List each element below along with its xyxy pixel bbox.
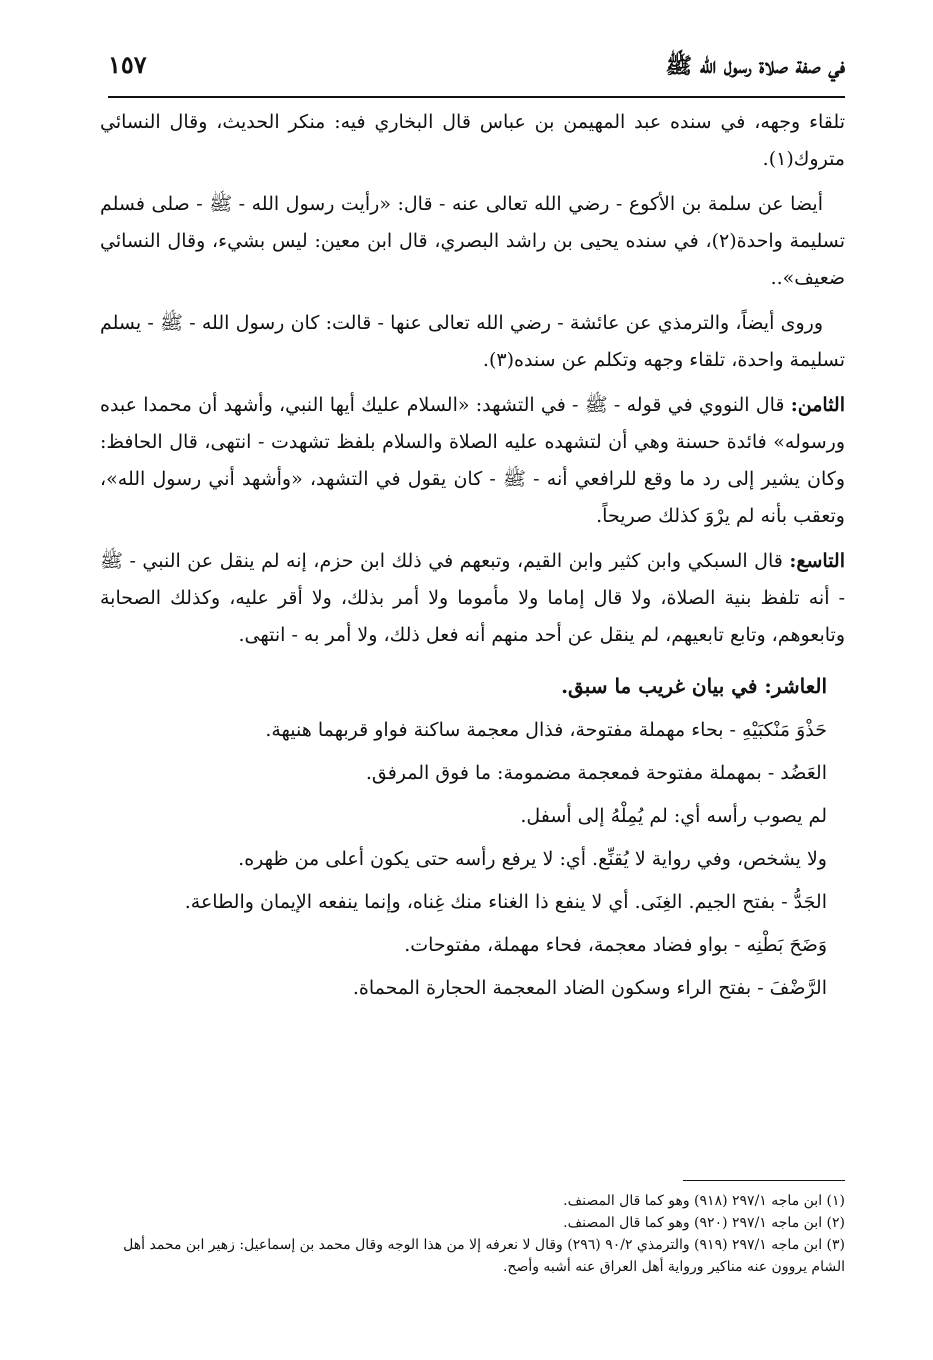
main-text	[100, 104, 845, 1012]
section-label-ninth: التاسع:	[789, 550, 845, 572]
paragraph-eighth	[100, 387, 845, 535]
page-number: ١٥٧	[108, 50, 147, 79]
paragraph-ninth	[100, 543, 845, 654]
footnotes	[100, 1190, 845, 1278]
glossary-entry: لم يصوب رأسه أي: لم يُمِلْهُ إلى أسفل.	[520, 805, 827, 827]
footnote-3: (٣) ابن ماجه ٢٩٧/١ (٩١٩) والترمذي ٩٠/٢ (٢٩٦) وقال لا نعرفه إلا من هذا الوجه وقال محمد بن إسماعيل: زهير ابن محمد أهل الشام يروون عنه مناكير ورواية أهل العراق عنه أشبه وأصح.	[123, 1237, 845, 1275]
paragraph-ninth-text: قال السبكي وابن كثير وابن القيم، وتبعهم في ذلك ابن حزم، إنه لم ينقل عن النبي - ﷺ - أنه تلفظ بنية الصلاة، ولا قال إماما ولا مأموما ولا أمر بذلك، ولا أقر عليه، وكذلك الصحابة وتابعوهم، وتابع تابعيهم، لم ينقل عن أحد منهم أنه فعل ذلك، ولا أمر به - انتهى.	[100, 550, 845, 646]
glossary-entry: ولا يشخص، وفي رواية لا يُقنِّع. أي: لا يرفع رأسه حتى يكون أعلى من ظهره.	[238, 848, 827, 870]
page-header	[108, 40, 845, 98]
glossary-entry: حَذْوَ مَنْكبَيْهِ - بحاء مهملة مفتوحة، فذال معجمة ساكنة فواو قربهما هنيهة.	[265, 719, 827, 741]
paragraph-eighth-text: قال النووي في قوله - ﷺ - في التشهد: «السلام عليك أيها النبي، وأشهد أن محمدا عبده ورسوله» فائدة حسنة وهي أن لتشهده عليه الصلاة والسلام بلفظ تشهدت - انتهى، قال الحافظ: وكان يشير إلى رد ما وقع للرافعي أنه - ﷺ - كان يقول في التشهد، «وأشهد أني رسول الله»، وتعقب بأنه لم يرْوَ كذلك صريحاً.	[100, 394, 845, 527]
footnote-2: (٢) ابن ماجه ٢٩٧/١ (٩٢٠) وهو كما قال المصنف.	[563, 1215, 845, 1231]
running-title: في صفة صلاة رسول الله ﷺ	[665, 53, 845, 79]
paragraph-1: تلقاء وجهه، في سنده عبد المهيمن بن عباس قال البخاري فيه: منكر الحديث، وقال النسائي متروك(١).	[100, 111, 845, 170]
footnote-1: (١) ابن ماجه ٢٩٧/١ (٩١٨) وهو كما قال المصنف.	[563, 1193, 845, 1209]
glossary-entry: العَضُد - بمهملة مفتوحة فمعجمة مضمومة: ما فوق المرفق.	[365, 762, 827, 784]
section-label-eighth: الثامن:	[790, 394, 845, 416]
footnote-separator	[683, 1180, 845, 1181]
glossary-entry: الجَدُّ - بفتح الجيم. الغِنَى. أي لا ينفع ذا الغناء منك غِناه، وإنما ينفعه الإيمان والطاعة.	[184, 891, 827, 913]
paragraph-3: وروى أيضاً، والترمذي عن عائشة - رضي الله تعالى عنها - قالت: كان رسول الله - ﷺ - يسلم تسليمة واحدة، تلقاء وجهه وتكلم عن سنده(٣).	[100, 312, 845, 371]
glossary-entry: وَضَحَ بَطْنِه - بواو فضاد معجمة، فحاء مهملة، مفتوحات.	[404, 934, 827, 956]
paragraph-2: أيضا عن سلمة بن الأكوع - رضي الله تعالى عنه - قال: «رأيت رسول الله - ﷺ - صلى فسلم تسليمة واحدة(٢)، في سنده يحيى بن راشد البصري، قال ابن معين: ليس بشيء، وقال النسائي ضعيف»..	[100, 193, 845, 289]
glossary-heading: العاشر: في بيان غريب ما سبق.	[561, 674, 827, 698]
glossary-entry: الرَّضْفَ - بفتح الراء وسكون الضاد المعجمة الحجارة المحماة.	[352, 977, 827, 999]
